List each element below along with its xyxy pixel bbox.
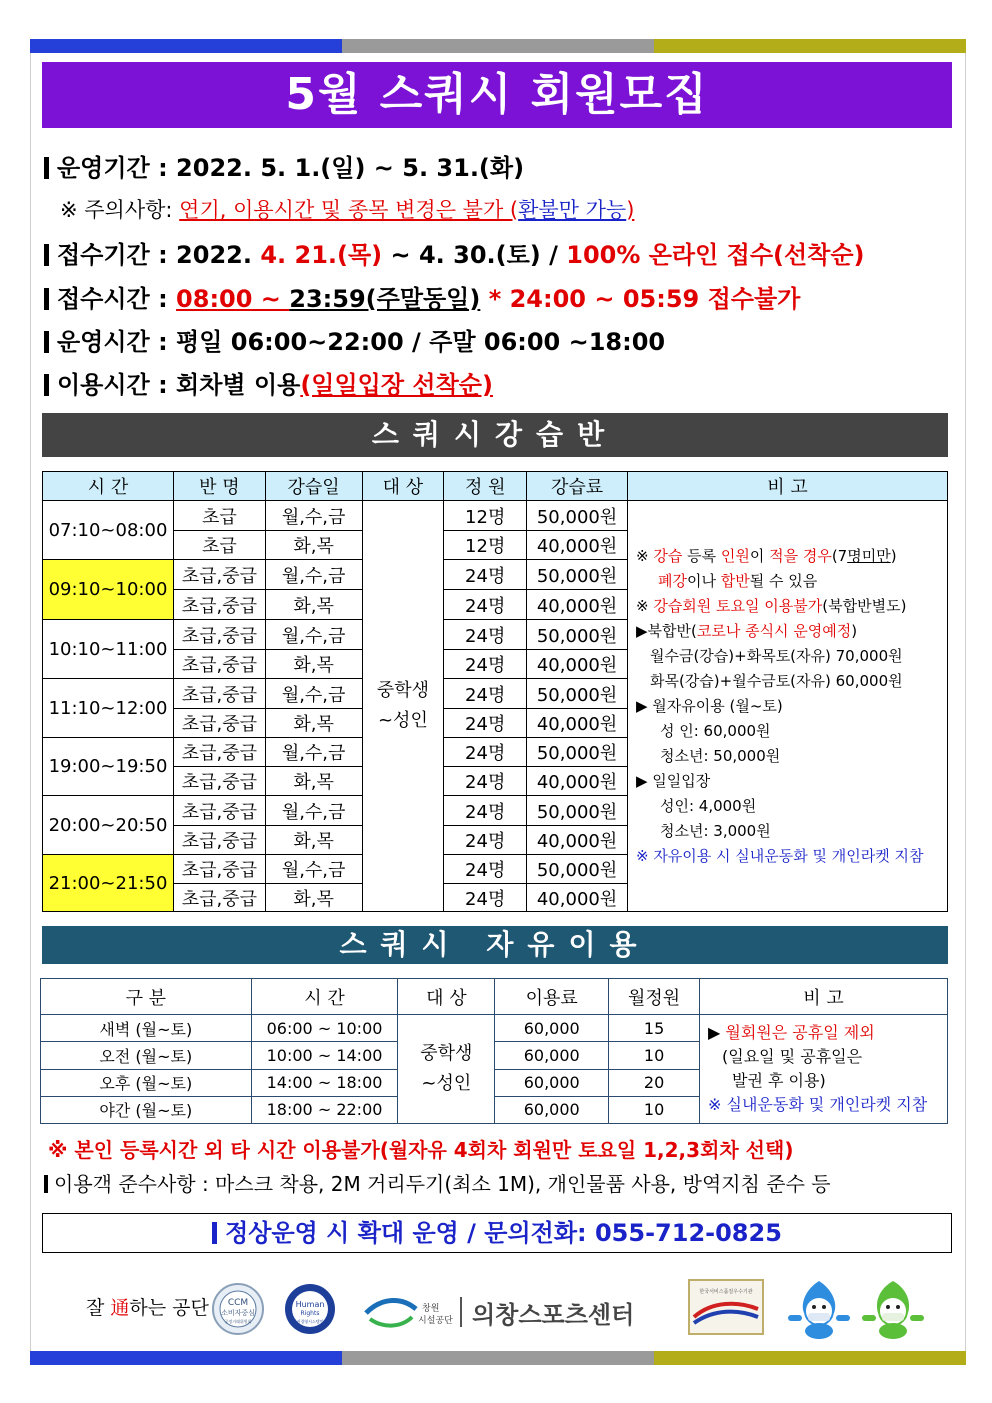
free-header-cell: 시 간 — [251, 979, 398, 1015]
lesson-table — [42, 471, 948, 912]
lesson-capacity-cell: 24명 — [444, 826, 527, 855]
lesson-fee-cell: 50,000원 — [527, 796, 628, 826]
lesson-note-span: ) — [890, 546, 897, 565]
lesson-time-cell: 10:10~11:00 — [43, 620, 174, 679]
logo-strip — [60, 1275, 940, 1345]
free-fee-cell: 60,000 — [495, 1096, 609, 1123]
contact-box — [42, 1213, 952, 1253]
lesson-class-cell: 초급,중급 — [173, 650, 265, 679]
info-reception-time — [44, 279, 800, 314]
lesson-note-span: 월수금(강습)+화목토(자유) 70,000원 — [649, 646, 903, 665]
lesson-note-line — [636, 844, 939, 869]
lesson-class-cell: 초급,중급 — [173, 620, 265, 650]
lesson-note-span: 화목(강습)+월수금토(자유) 60,000원 — [649, 671, 903, 690]
lesson-note-line — [636, 744, 939, 769]
human-sub2: 인권경영시스템인증 — [292, 1319, 328, 1324]
page-title: 5월 스쿼시 회원모집 — [42, 62, 952, 128]
lesson-note-line — [636, 719, 939, 744]
lesson-fee-cell: 50,000원 — [527, 855, 628, 884]
lesson-fee-cell: 40,000원 — [527, 650, 628, 679]
bottom-bar-gray — [342, 1351, 654, 1365]
lesson-capacity-cell: 24명 — [444, 709, 527, 738]
free-note-line — [708, 1069, 939, 1093]
lesson-note-line — [636, 769, 939, 794]
lesson-class-cell: 초급,중급 — [173, 709, 265, 738]
lesson-note-span: 강습회원 토요일 이용불가 — [653, 596, 823, 615]
lesson-note-span: ▶북합반( — [635, 621, 697, 640]
free-target-cell: 중학생 ~성인 — [398, 1015, 495, 1124]
lesson-note-span: ) — [851, 621, 858, 640]
lesson-day-cell: 월,수,금 — [265, 679, 362, 709]
free-header-cell: 월정원 — [609, 979, 700, 1015]
bullet-bar — [44, 374, 49, 396]
rtime-start: 08:00 ~ — [176, 285, 290, 313]
lesson-note-span: ※ — [635, 596, 654, 615]
free-note-span: 발권 후 이용) — [732, 1071, 826, 1090]
free-slot-cell: 야간 (월~토) — [41, 1096, 252, 1123]
logo-divider — [460, 1297, 462, 1327]
gongdan-line2: 시설공단 — [418, 1316, 453, 1326]
usetime-red: (일일입장 선착순) — [300, 371, 493, 399]
lesson-class-cell: 초급,중급 — [173, 590, 265, 620]
lesson-note-span: 명미만 — [847, 546, 891, 565]
excellence-text: 한국서비스품질우수기관 — [699, 1289, 753, 1295]
free-header-cell: 비 고 — [700, 979, 948, 1015]
lesson-note-line — [636, 794, 939, 819]
lesson-capacity-cell: 24명 — [444, 796, 527, 826]
caution-prefix: ※ 주의사항: — [60, 198, 180, 222]
slogan-red: 通 — [110, 1297, 130, 1319]
ccm-sub2: 공정거래위원회 — [224, 1319, 252, 1324]
lesson-header-cell: 정 원 — [444, 472, 527, 501]
reception-online: 100% 온라인 접수(선착순) — [566, 241, 865, 269]
info-operation-time — [44, 322, 665, 357]
free-note-span: ※ 실내운동화 및 개인라켓 지참 — [708, 1095, 928, 1114]
top-bar-olive — [654, 39, 966, 53]
lesson-time-cell: 21:00~21:50 — [43, 855, 174, 912]
free-section-title: 스쿼시 자유이용 — [42, 926, 948, 964]
lesson-note-span: 등록 — [682, 546, 721, 565]
lesson-header-cell: 비 고 — [627, 472, 947, 501]
lesson-capacity-cell: 24명 — [444, 560, 527, 590]
lesson-note-line — [636, 594, 939, 619]
lesson-class-cell: 초급 — [173, 531, 265, 560]
free-header-cell: 이용료 — [495, 979, 609, 1015]
lesson-day-cell: 월,수,금 — [265, 560, 362, 590]
lesson-note-span: 될 수 있음 — [749, 571, 818, 590]
lesson-class-cell: 초급,중급 — [173, 884, 265, 912]
bottom-bar-blue — [30, 1351, 342, 1365]
lesson-note-span: 청소년: 50,000원 — [659, 746, 781, 765]
top-color-bar — [30, 39, 966, 53]
ccm-seal-icon — [212, 1283, 264, 1335]
lesson-fee-cell: 50,000원 — [527, 620, 628, 650]
lesson-capacity-cell: 24명 — [444, 650, 527, 679]
rtime-end: 23:59(주말동일) — [289, 285, 481, 313]
table-row — [43, 501, 948, 531]
free-header-cell: 대 상 — [398, 979, 495, 1015]
lesson-note-span: (북합반별도) — [822, 596, 907, 615]
lesson-day-cell: 월,수,금 — [265, 501, 362, 531]
lesson-section-title: 스쿼시강습반 — [42, 413, 948, 457]
free-fee-cell: 60,000 — [495, 1042, 609, 1069]
free-quota-cell: 20 — [609, 1069, 700, 1096]
period-value: 2022. 5. 1.(일) ~ 5. 31.(화) — [176, 154, 525, 182]
bottom-color-bar — [30, 1351, 966, 1365]
lesson-note-line — [636, 619, 939, 644]
free-note-line — [708, 1093, 939, 1117]
lesson-note-span: 폐강 — [657, 571, 687, 590]
lesson-target-cell: 중학생 ~성인 — [362, 501, 444, 912]
lesson-day-cell: 화,목 — [265, 650, 362, 679]
free-note-line — [708, 1021, 939, 1045]
free-quota-cell: 15 — [609, 1015, 700, 1042]
free-slot-cell: 오전 (월~토) — [41, 1042, 252, 1069]
lesson-note-line — [636, 669, 939, 694]
reception-date-start: 4. 21.(목) — [260, 241, 383, 269]
lesson-notes-cell — [627, 501, 947, 912]
lesson-header-row — [43, 472, 948, 501]
free-time-cell: 14:00 ~ 18:00 — [251, 1069, 398, 1096]
bullet-bar — [44, 331, 49, 353]
info-period — [44, 148, 524, 183]
service-excellence-icon — [688, 1279, 764, 1335]
lesson-note-span: 강습 — [653, 546, 683, 565]
caution-end: ) — [626, 198, 635, 222]
free-table — [40, 978, 948, 1124]
lesson-day-cell: 화,목 — [265, 826, 362, 855]
info-caution — [60, 194, 634, 224]
footer-rules — [44, 1168, 831, 1197]
free-slot-cell: 새벽 (월~토) — [41, 1015, 252, 1042]
slogan-a: 잘 — [86, 1297, 111, 1319]
bullet-bar — [44, 157, 49, 179]
lesson-note-line — [636, 569, 939, 594]
free-fee-cell: 60,000 — [495, 1069, 609, 1096]
lesson-note-span: 청소년: 3,000원 — [659, 821, 771, 840]
lesson-day-cell: 월,수,금 — [265, 620, 362, 650]
bullet-bar — [44, 244, 49, 266]
ccm-sub: 소비자중심 — [221, 1309, 255, 1317]
lesson-capacity-cell: 24명 — [444, 738, 527, 767]
bottom-bar-olive — [654, 1351, 966, 1365]
lesson-class-cell: 초급,중급 — [173, 826, 265, 855]
lesson-capacity-cell: 24명 — [444, 620, 527, 650]
lesson-capacity-cell: 12명 — [444, 531, 527, 560]
lesson-class-cell: 초급,중급 — [173, 855, 265, 884]
lesson-day-cell: 월,수,금 — [265, 738, 362, 767]
lesson-class-cell: 초급,중급 — [173, 560, 265, 590]
lesson-day-cell: 화,목 — [265, 590, 362, 620]
center-name: 의창스포츠센터 — [472, 1301, 635, 1329]
free-note-span: 월회원은 공휴일 제외 — [725, 1023, 875, 1042]
usetime-label: 이용시간 : 회차별 이용 — [57, 371, 301, 399]
lesson-fee-cell: 40,000원 — [527, 884, 628, 912]
lesson-capacity-cell: 24명 — [444, 679, 527, 709]
lesson-note-span: 합반 — [720, 571, 750, 590]
slogan-b: 하는 공단 — [129, 1297, 209, 1319]
lesson-note-span: 인원 — [720, 546, 750, 565]
lesson-capacity-cell: 24명 — [444, 767, 527, 796]
free-note-line — [708, 1045, 939, 1069]
lesson-header-cell: 시 간 — [43, 472, 174, 501]
lesson-class-cell: 초급,중급 — [173, 738, 265, 767]
lesson-day-cell: 월,수,금 — [265, 855, 362, 884]
gongdan-logo-icon — [362, 1293, 462, 1333]
bullet-bar — [44, 288, 49, 310]
mascot-blue-icon — [786, 1279, 852, 1341]
lesson-header-cell: 강습일 — [265, 472, 362, 501]
lesson-time-cell: 11:10~12:00 — [43, 679, 174, 738]
free-time-cell: 18:00 ~ 22:00 — [251, 1096, 398, 1123]
rtime-label: 접수시간 : — [57, 285, 177, 313]
lesson-fee-cell: 40,000원 — [527, 767, 628, 796]
lesson-note-span: 이 — [749, 546, 770, 565]
footer-rules-text: 이용객 준수사항 : 마스크 착용, 2M 거리두기(최소 1M), 개인물품 사용, 방역지침 준수 등 — [54, 1172, 831, 1196]
lesson-day-cell: 화,목 — [265, 709, 362, 738]
lesson-note-span: 이나 — [686, 571, 721, 590]
lesson-note-span: (7 — [831, 546, 848, 565]
lesson-note-line — [636, 544, 939, 569]
lesson-time-cell: 07:10~08:00 — [43, 501, 174, 560]
lesson-fee-cell: 40,000원 — [527, 826, 628, 855]
free-quota-cell: 10 — [609, 1042, 700, 1069]
lesson-day-cell: 화,목 — [265, 767, 362, 796]
free-notes-cell — [700, 1015, 948, 1124]
free-time-cell: 06:00 ~ 10:00 — [251, 1015, 398, 1042]
free-header-cell: 구 분 — [41, 979, 252, 1015]
lesson-note-line — [636, 819, 939, 844]
human-text: Human — [295, 1300, 325, 1309]
free-fee-cell: 60,000 — [495, 1015, 609, 1042]
bullet-bar — [212, 1222, 217, 1244]
optime-text: 운영시간 : 평일 06:00~22:00 / 주말 06:00 ~18:00 — [57, 328, 666, 356]
lesson-fee-cell: 50,000원 — [527, 738, 628, 767]
free-slot-cell: 오후 (월~토) — [41, 1069, 252, 1096]
slogan — [86, 1293, 209, 1320]
lesson-note-span: ▶ 월자유이용 (월~토) — [635, 696, 783, 715]
lesson-note-span: ▶ 일일입장 — [635, 771, 711, 790]
lesson-class-cell: 초급,중급 — [173, 796, 265, 826]
lesson-header-cell: 대 상 — [362, 472, 444, 501]
bullet-bar — [44, 1175, 48, 1193]
free-note-span: (일요일 및 공휴일은 — [722, 1047, 863, 1066]
reception-mid: ~ 4. 30.(토) / — [382, 241, 567, 269]
info-use-time — [44, 365, 493, 400]
lesson-capacity-cell: 12명 — [444, 501, 527, 531]
human-sub: Rights — [300, 1310, 320, 1317]
lesson-fee-cell: 50,000원 — [527, 560, 628, 590]
lesson-fee-cell: 40,000원 — [527, 709, 628, 738]
lesson-note-span: ※ — [635, 546, 654, 565]
lesson-capacity-cell: 24명 — [444, 590, 527, 620]
lesson-time-cell: 20:00~20:50 — [43, 796, 174, 855]
lesson-class-cell: 초급 — [173, 501, 265, 531]
top-bar-blue — [30, 39, 342, 53]
lesson-day-cell: 화,목 — [265, 531, 362, 560]
lesson-class-cell: 초급,중급 — [173, 679, 265, 709]
lesson-fee-cell: 40,000원 — [527, 590, 628, 620]
caution-red: 연기, 이용시간 및 종목 변경은 불가 ( — [179, 198, 519, 222]
lesson-header-cell: 반 명 — [173, 472, 265, 501]
lesson-note-span: 성인: 4,000원 — [659, 796, 757, 815]
lesson-note-line — [636, 694, 939, 719]
lesson-day-cell: 월,수,금 — [265, 796, 362, 826]
lesson-time-cell: 19:00~19:50 — [43, 738, 174, 796]
lesson-header-cell: 강습료 — [527, 472, 628, 501]
free-header-row — [41, 979, 948, 1015]
rtime-closed: * 24:00 ~ 05:59 접수불가 — [480, 285, 801, 313]
table-row — [41, 1015, 948, 1042]
period-label: 운영기간 : — [57, 154, 177, 182]
lesson-class-cell: 초급,중급 — [173, 767, 265, 796]
lesson-note-span: ※ 자유이용 시 실내운동화 및 개인라켓 지참 — [635, 846, 924, 865]
gongdan-line1: 창원 — [422, 1304, 440, 1314]
mascot-green-icon — [860, 1279, 926, 1341]
lesson-note-span: 성 인: 60,000원 — [659, 721, 771, 740]
info-reception — [44, 235, 865, 270]
lesson-fee-cell: 40,000원 — [527, 531, 628, 560]
lesson-note-line — [636, 644, 939, 669]
human-rights-seal-icon — [284, 1283, 336, 1335]
lesson-day-cell: 화,목 — [265, 884, 362, 912]
lesson-time-cell: 09:10~10:00 — [43, 560, 174, 620]
lesson-note-span: 적을 경우 — [769, 546, 832, 565]
lesson-fee-cell: 50,000원 — [527, 501, 628, 531]
lesson-capacity-cell: 24명 — [444, 855, 527, 884]
free-quota-cell: 10 — [609, 1096, 700, 1123]
free-time-cell: 10:00 ~ 14:00 — [251, 1042, 398, 1069]
lesson-note-span: 코로나 종식시 운영예정 — [696, 621, 852, 640]
caution-blue: 환불만 가능 — [518, 198, 627, 222]
top-bar-gray — [342, 39, 654, 53]
ccm-text: CCM — [227, 1298, 249, 1308]
lesson-capacity-cell: 24명 — [444, 884, 527, 912]
footer-warning: ※ 본인 등록시간 외 타 시간 이용불가(월자유 4회차 회원만 토요일 1,2,3회차 선택) — [48, 1138, 794, 1162]
contact-text: 정상운영 시 확대 운영 / 문의전화: 055-712-0825 — [225, 1219, 782, 1247]
free-note-span: ▶ — [708, 1023, 726, 1042]
lesson-fee-cell: 50,000원 — [527, 679, 628, 709]
reception-label: 접수기간 : 2022. — [57, 241, 261, 269]
